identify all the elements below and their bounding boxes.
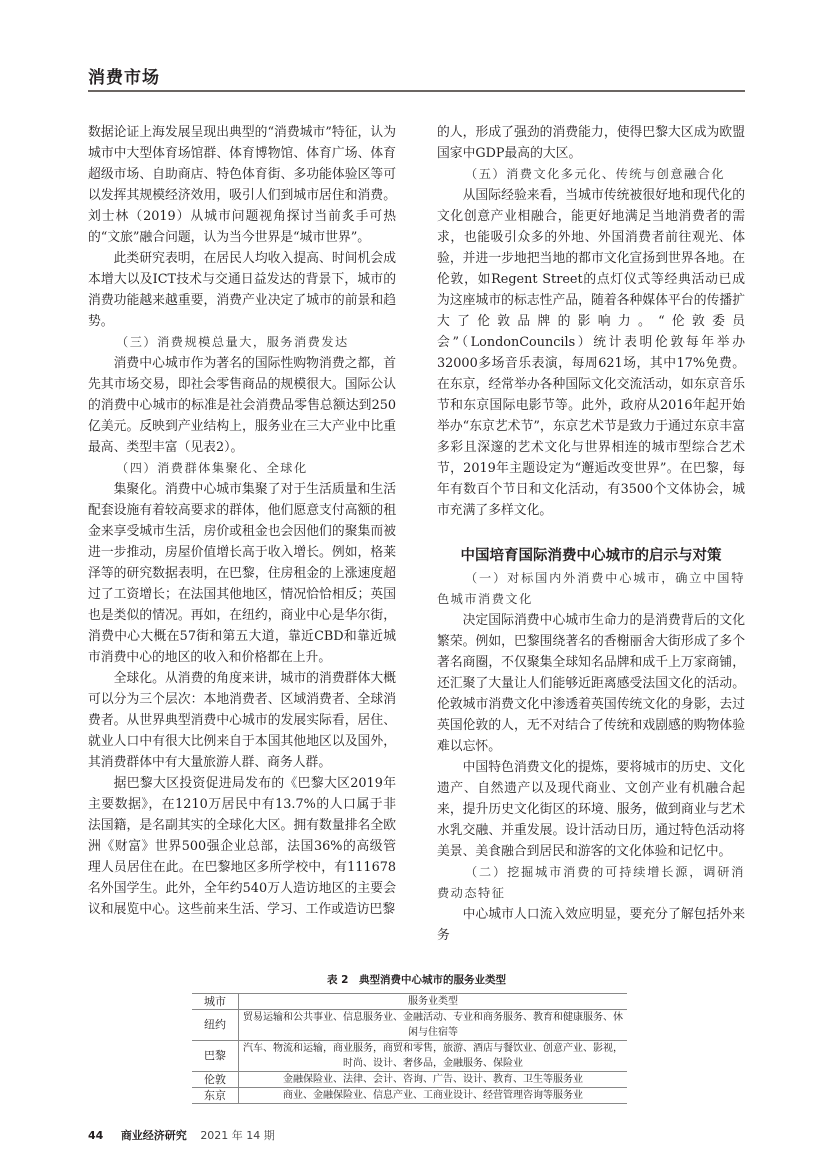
service-types-table bbox=[192, 993, 627, 1104]
city-cell: 巴黎 bbox=[192, 1040, 239, 1071]
paragraph: 此类研究表明，在居民人均收入提高、时间机会成本增大以及ICT技术与交通日益发达的背景下，城市的消费功能越来越重要，消费产业决定了城市的前景和趋势。 bbox=[88, 250, 396, 329]
section-title: 消费市场 bbox=[88, 68, 160, 88]
table-row bbox=[192, 1040, 627, 1071]
table-row bbox=[192, 1071, 627, 1087]
header-rule bbox=[88, 90, 745, 92]
paragraph: 决定国际消费中心城市生命力的是消费背后的文化繁荣。例如，巴黎围绕著名的香榭丽舍大街形成了多个著名商圈，不仅聚集全球知名品牌和成千上万家商铺，还汇聚了大量让人们能够近距离感受法国文化的活动。伦敦城市消费文化中渗透着英国传统文化的身影，去过英国伦敦的人，无不对结合了传统和戏剧感的购物体验难以忘怀。 bbox=[437, 612, 745, 754]
subsection-heading: （四）消费群体集聚化、全球化 bbox=[116, 460, 308, 475]
journal-name: 商业经济研究 bbox=[120, 1128, 187, 1142]
section-heading: 中国培育国际消费中心城市的启示与对策 bbox=[460, 547, 722, 564]
table-row bbox=[192, 1087, 627, 1103]
paragraph: 消费中心城市作为著名的国际性购物消费之都，首先其市场交易，即社会零售商品的规模很大。国际公认的消费中心城市的标准是社会消费品零售总额达到250亿美元。反映到产业结构上，服务业在三大产业中比重最高、类型丰富（见表2）。 bbox=[88, 355, 396, 455]
article-columns bbox=[88, 122, 745, 946]
table-row bbox=[192, 1009, 627, 1040]
paragraph: 中国特色消费文化的提炼，要将城市的历史、文化遗产、自然遗产以及现代商业、文创产业有机融合起来，提升历史文化街区的环境、服务，做到商业与艺术水乳交融、并重发展。设计活动日历，通过特色活动将美景、美食融合到居民和游客的文化体验和记忆中。 bbox=[437, 759, 745, 859]
city-cell: 伦敦 bbox=[192, 1071, 239, 1087]
paragraph: 的人，形成了强劲的消费能力，使得巴黎大区成为欧盟国家中GDP最高的大区。 bbox=[437, 124, 745, 161]
subsection-heading: （一）对标国内外消费中心城市，确立中国特色城市消费文化 bbox=[437, 570, 745, 606]
subsection-heading: （五）消费文化多元化、传统与创意融合化 bbox=[465, 166, 726, 181]
paragraph: 中心城市人口流入效应明显，要充分了解包括外来务 bbox=[437, 906, 745, 943]
paragraph: 从国际经验来看，当城市传统被很好地和现代化的文化创意产业相融合，能更好地满足当地消费者的需求，也能吸引众多的外地、外国消费者前往观光、体验，并进一步地把当地的都市文化宣扬到世界各地。在伦敦，如Regent Street的点灯仪式等经典活动已成为这座城市的标志性产品，随着各种媒体平台的传播扩大了伦敦品牌的影响力。“伦敦委员会”（LondonCouncils）统计表明伦敦每年举办32000多场音乐表演，每周621场，其中17%免费。在东京，经常举办各种国际文化交流活动，如东京音乐节和东京国际电影节等。此外，政府从2016年起开始举办“东京艺术节”，东京艺术节是致力于通过东京丰富多彩且深邃的艺术文化与世界相连的城市型综合艺术节，2019年主题设定为“邂逅改变世界”。在巴黎，每年有数百个节日和文化活动，有3500个文体协会，城市充满了多样文化。 bbox=[437, 187, 745, 518]
city-cell: 纽约 bbox=[192, 1009, 239, 1040]
left-column bbox=[88, 122, 396, 920]
subsection-heading: （三）消费规模总量大，服务消费发达 bbox=[116, 334, 349, 349]
page-number: 44 bbox=[88, 1128, 104, 1142]
services-cell: 金融保险业、法律、会计、咨询、广告、设计、教育、卫生等服务业 bbox=[239, 1071, 628, 1087]
table-caption: 表 2 典型消费中心城市的服务业类型 bbox=[327, 973, 506, 986]
services-cell: 商业、金融保险业、信息产业、工商业设计、经营管理咨询等服务业 bbox=[239, 1087, 628, 1103]
services-cell: 汽车、物流和运输，商业服务，商贸和零售，旅游、酒店与餐饮业、创意产业、影视，时尚、设计、奢侈品，金融服务、保险业 bbox=[239, 1040, 628, 1071]
page-footer bbox=[88, 1128, 745, 1144]
right-column bbox=[437, 122, 745, 946]
services-cell: 贸易运输和公共事业、信息服务业、金融活动、专业和商务服务、教育和健康服务、休闲与住宿等 bbox=[239, 1009, 628, 1040]
issue-label: 2021 年 14 期 bbox=[200, 1128, 275, 1142]
paragraph: 全球化。从消费的角度来讲，城市的消费群体大概可以分为三个层次：本地消费者、区域消费者、全球消费者。从世界典型消费中心城市的发展实际看，居住、就业人口中有很大比例来自于本国其他地区以及国外，其消费群体中有大量旅游人群、商务人群。 bbox=[88, 670, 396, 770]
paragraph: 数据论证上海发展呈现出典型的“消费城市”特征，认为城市中大型体育场馆群、体育博物馆、体育广场、体育超级市场、自助商店、特色体育街、多功能体验区等可以发挥其规模经济效用，吸引人们到城市居住和消费。刘士林（2019）从城市问题视角探讨当前炙手可热的“文旅”融合问题，认为当今世界是“城市世界”。 bbox=[88, 124, 396, 245]
paragraph: 集聚化。消费中心城市集聚了对于生活质量和生活配套设施有着较高要求的群体，他们愿意支付高额的租金来享受城市生活，房价或租金也会因他们的聚集而被进一步推动，房屋价值增长高于收入增长。例如，格莱泽等的研究数据表明，在巴黎，住房租金的上涨速度超过了工资增长；在法国其他地区，情况恰恰相反；英国也是类似的情况。再如，在纽约，商业中心是华尔街，消费中心大概在57街和第五大道，靠近CBD和靠近城市消费中心的地区的收入和价格都在上升。 bbox=[88, 481, 396, 665]
paragraph: 据巴黎大区投资促进局发布的《巴黎大区2019年主要数据》，在1210万居民中有13.7%的人口属于非法国籍，是名副其实的全球化大区。拥有数量排名全欧洲《财富》世界500强企业总部，法国36%的高级管理人员居住在此。在巴黎地区多所学校中，有111678名外国学生。此外，全年约540万人造访地区的主要会议和展览中心。这些前来生活、学习、工作或造访巴黎 bbox=[88, 775, 396, 917]
table-header-row bbox=[192, 993, 627, 1009]
subsection-heading: （二）挖掘城市消费的可持续增长源，调研消费动态特征 bbox=[437, 864, 745, 900]
city-cell: 东京 bbox=[192, 1087, 239, 1103]
header-cell: 服务业类型 bbox=[239, 993, 628, 1009]
header-cell: 城市 bbox=[192, 993, 239, 1009]
